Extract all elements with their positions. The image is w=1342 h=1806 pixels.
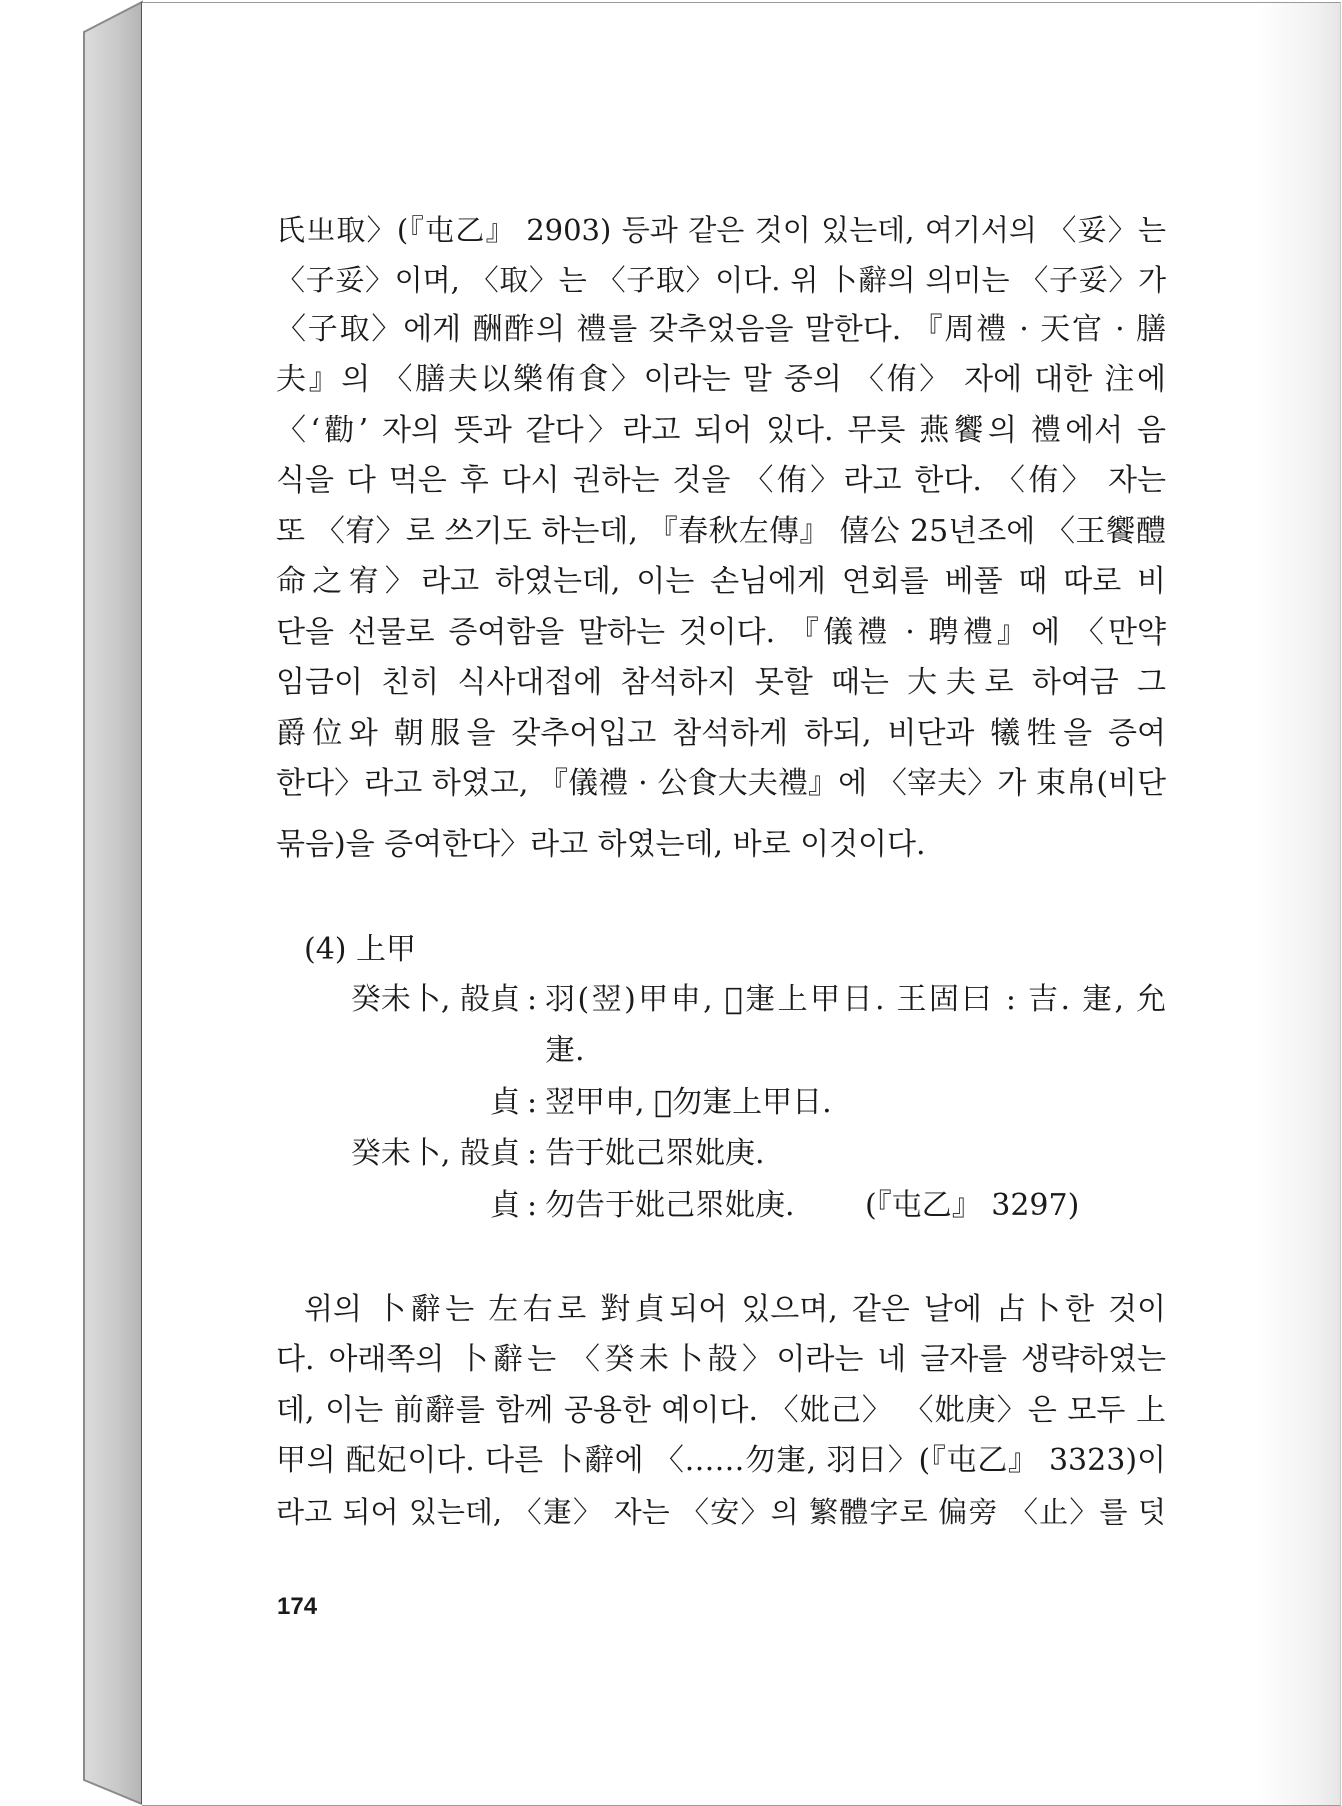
text-line: 〈子取〉에게 酬酢의 禮를 갖추었음을 말한다. 『周禮 · 天官 · 膳 <box>276 312 1166 347</box>
example-separator: : <box>527 1085 538 1120</box>
section-heading: (4) 上甲 <box>304 932 417 967</box>
example-text: 寁. <box>545 1033 585 1068</box>
example-separator: : <box>527 1188 538 1223</box>
example-text: 羽(翌)甲申, 𠫑寁上甲日. 王固曰 : 吉. 寁, 允 <box>545 982 1166 1017</box>
example-label: 貞 <box>490 1188 520 1223</box>
text-line: 단을 선물로 증여함을 말하는 것이다. 『儀禮 · 聘禮』에 〈만약 <box>276 615 1166 650</box>
example-label: 貞 <box>490 1085 520 1120</box>
text-line: 라고 되어 있는데, 〈寁〉 자는 〈安〉의 繁體字로 偏旁 〈止〉를 덧 <box>276 1495 1166 1529</box>
example-text: 告于妣己眔妣庚. <box>545 1136 765 1171</box>
example-label: 癸未卜, 㱿貞 <box>350 982 520 1017</box>
text-line: 위의 卜辭는 左右로 對貞되어 있으며, 같은 날에 占卜한 것이 <box>304 1292 1166 1327</box>
example-separator: : <box>527 1136 538 1171</box>
text-line: 한다〉라고 하였고, 『儀禮 · 公食大夫禮』에 〈宰夫〉가 束帛(비단 <box>276 766 1166 801</box>
text-line: 또 〈宥〉로 쓰기도 하는데, 『春秋左傳』 僖公 25년조에 〈王饗醴 <box>276 514 1166 549</box>
text-line: 〈‘勸’ 자의 뜻과 같다〉라고 되어 있다. 무릇 燕饗의 禮에서 음 <box>276 413 1166 448</box>
text-line: 임금이 친히 식사대접에 참석하지 못할 때는 大夫로 하여금 그 <box>276 665 1166 700</box>
text-line: 〈子妥〉이며, 〈取〉는 〈子取〉이다. 위 卜辭의 의미는 〈子妥〉가 <box>276 263 1166 297</box>
example-label: 癸未卜, 㱿貞 <box>350 1136 520 1171</box>
text-line: 식을 다 먹은 후 다시 권하는 것을 〈侑〉라고 한다. 〈侑〉 자는 <box>276 463 1166 498</box>
example-text: 翌甲申, 𠫑勿寁上甲日. <box>545 1085 832 1120</box>
example-citation: (『屯乙』 3297) <box>865 1188 1080 1223</box>
page-number: 174 <box>277 1593 318 1620</box>
text-line: 甲의 配妃이다. 다른 卜辭에 〈……勿寁, 羽日〉(『屯乙』 3323)이 <box>276 1443 1166 1478</box>
text-line: 爵位와 朝服을 갖추어입고 참석하게 하되, 비단과 犧牲을 증여 <box>276 716 1166 751</box>
text-line: 데, 이는 前辭를 함께 공용한 예이다. 〈妣己〉 〈妣庚〉은 모두 上 <box>276 1393 1166 1428</box>
text-line: 氏㞢取〉(『屯乙』 2903) 등과 같은 것이 있는데, 여기서의 〈妥〉는 <box>276 213 1166 247</box>
text-line: 다. 아래쪽의 卜辭는 〈癸未卜㱿〉이라는 네 글자를 생략하였는 <box>276 1342 1166 1377</box>
text-line: 命之宥〉라고 하였는데, 이는 손님에게 연회를 베풀 때 따로 비 <box>276 564 1166 599</box>
example-separator: : <box>527 982 538 1017</box>
text-line: 夫』의 〈膳夫以樂侑食〉이라는 말 중의 〈侑〉 자에 대한 注에 <box>276 362 1166 397</box>
text-line: 묶음)을 증여한다〉라고 하였는데, 바로 이것이다. <box>276 827 926 862</box>
book-spine-edge <box>0 0 150 1806</box>
example-text: 勿告于妣己眔妣庚. <box>545 1188 795 1223</box>
